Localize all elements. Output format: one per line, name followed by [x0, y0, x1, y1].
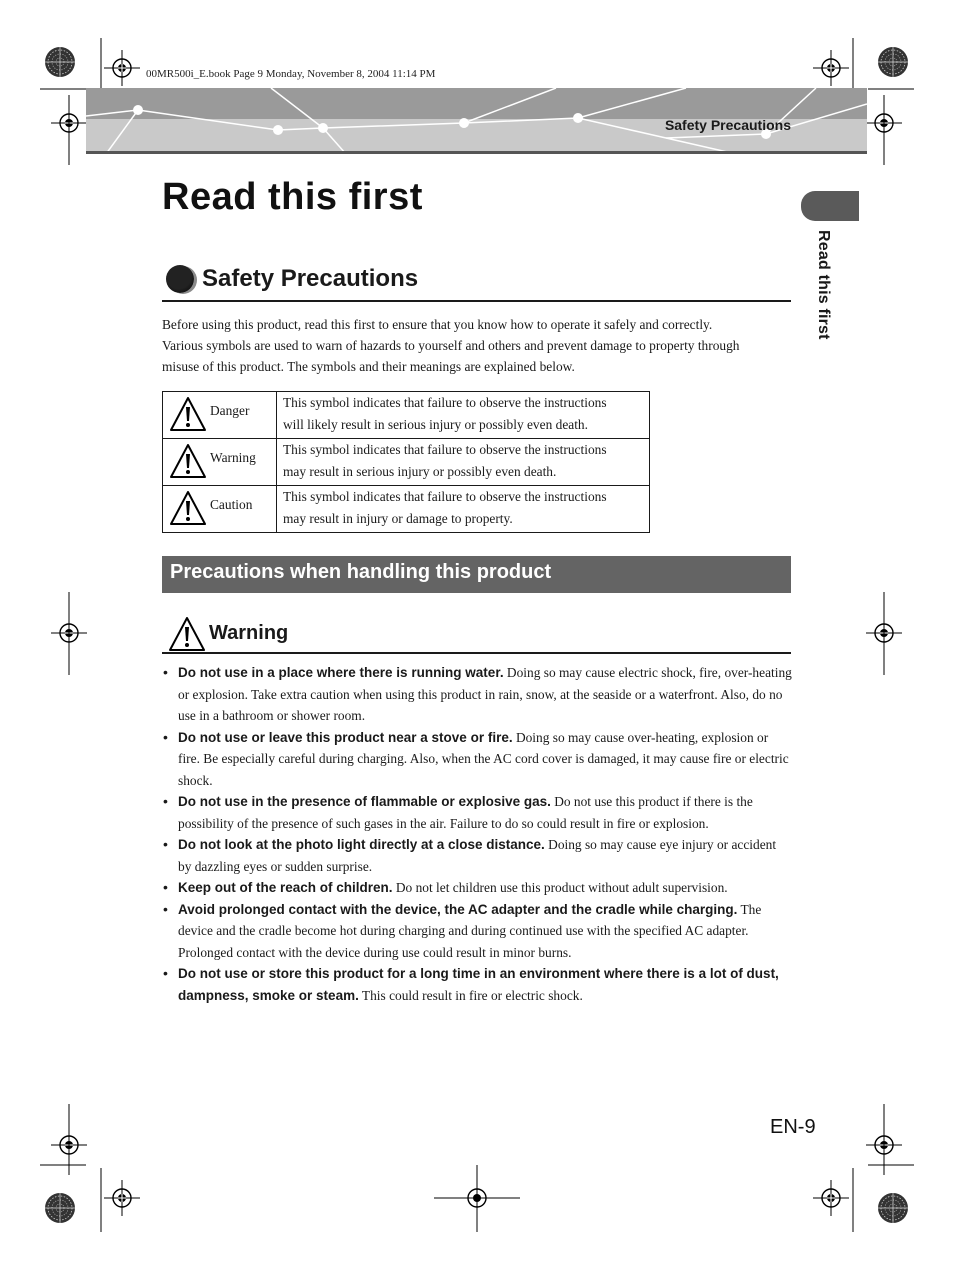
- registration-mark-icon: [104, 1180, 140, 1216]
- warning-triangle-icon: [169, 396, 207, 432]
- warning-heading-text: Warning: [209, 622, 289, 644]
- intro-line: misuse of this product. The symbols and their meanings are explained below.: [162, 359, 575, 374]
- section-bullet-icon: [166, 265, 194, 293]
- side-tab: [801, 191, 859, 221]
- warning-triangle-icon: [169, 490, 207, 526]
- symbol-description: This symbol indicates that failure to observe the instructions: [283, 489, 607, 504]
- warning-triangle-icon: [169, 443, 207, 479]
- safety-intro: [162, 314, 791, 377]
- symbol-row-warning: [163, 439, 650, 486]
- page-number: EN-9: [770, 1116, 816, 1138]
- handling-band: [162, 556, 791, 593]
- page-title: Read this first: [162, 176, 423, 218]
- intro-line: Various symbols are used to warn of hazards to yourself and others and prevent damage to property through: [162, 338, 740, 353]
- symbol-description: This symbol indicates that failure to observe the instructions: [283, 442, 607, 457]
- star-target-icon: [878, 47, 908, 77]
- star-target-icon: [45, 1193, 75, 1223]
- header-section-title: Safety Precautions: [664, 117, 791, 133]
- side-tab-label: Read this first: [815, 230, 832, 340]
- symbol-description: may result in serious injury or possibly even death.: [283, 464, 557, 479]
- safety-heading-text: Safety Precautions: [202, 265, 419, 292]
- registration-mark-icon: [813, 1180, 849, 1216]
- warning-heading: [162, 614, 791, 654]
- handling-band-title: Precautions when handling this product: [170, 561, 552, 583]
- symbol-description: will likely result in serious injury or possibly even death.: [283, 417, 588, 432]
- warning-triangle-icon: [168, 616, 206, 652]
- symbol-label: Caution: [210, 497, 253, 512]
- warning-list: [162, 662, 792, 1006]
- symbol-row-caution: [163, 486, 650, 533]
- intro-line: Before using this product, read this first to ensure that you know how to operate it safely and correctly.: [162, 317, 713, 332]
- symbols-table: [162, 391, 650, 533]
- list-item: • Do not use or leave this product near a stove or fire. Doing so may cause over-heating, explosion or fire. Be especially careful during charging. Also, when the AC cord cover is damaged, it may cause fire or electric shock.: [162, 727, 792, 792]
- symbol-label: Warning: [210, 450, 256, 465]
- symbol-description: This symbol indicates that failure to observe the instructions: [283, 395, 607, 410]
- safety-heading: [162, 262, 791, 302]
- registration-mark-icon: [813, 50, 849, 86]
- symbol-description: may result in injury or damage to property.: [283, 511, 513, 526]
- star-target-icon: [878, 1193, 908, 1223]
- print-header: 00MR500i_E.book Page 9 Monday, November 8, 2004 11:14 PM: [146, 68, 436, 80]
- registration-mark-icon: [104, 50, 140, 86]
- list-item: • Do not use in the presence of flammable or explosive gas. Do not use this product if there is the possibility of the presence of such gases in the air. Failure to do so could result in fire or explosion.: [162, 791, 792, 834]
- list-item: • Do not use or store this product for a long time in an environment where there is a lot of dust, dampness, smoke or steam. This could result in fire or electric shock.: [162, 963, 792, 1006]
- symbol-label: Danger: [210, 403, 250, 418]
- list-item: • Do not look at the photo light directly at a close distance. Doing so may cause eye injury or accident by dazzling eyes or sudden surprise.: [162, 834, 792, 877]
- list-item: • Do not use in a place where there is running water. Doing so may cause electric shock, fire, over-heating or explosion. Take extra caution when using this product in rain, snow, at the seaside or a waterfront. Also, do no use in a bathroom or shower room.: [162, 662, 792, 727]
- list-item: • Keep out of the reach of children. Do not let children use this product without adult supervision.: [162, 877, 792, 899]
- symbol-row-danger: [163, 392, 650, 439]
- list-item: • Avoid prolonged contact with the device, the AC adapter and the cradle while charging. The device and the cradle become hot during charging and during continued use with the specified AC adapter. Prolonged contact with the device during use could result in minor burns.: [162, 899, 792, 964]
- star-target-icon: [45, 47, 75, 77]
